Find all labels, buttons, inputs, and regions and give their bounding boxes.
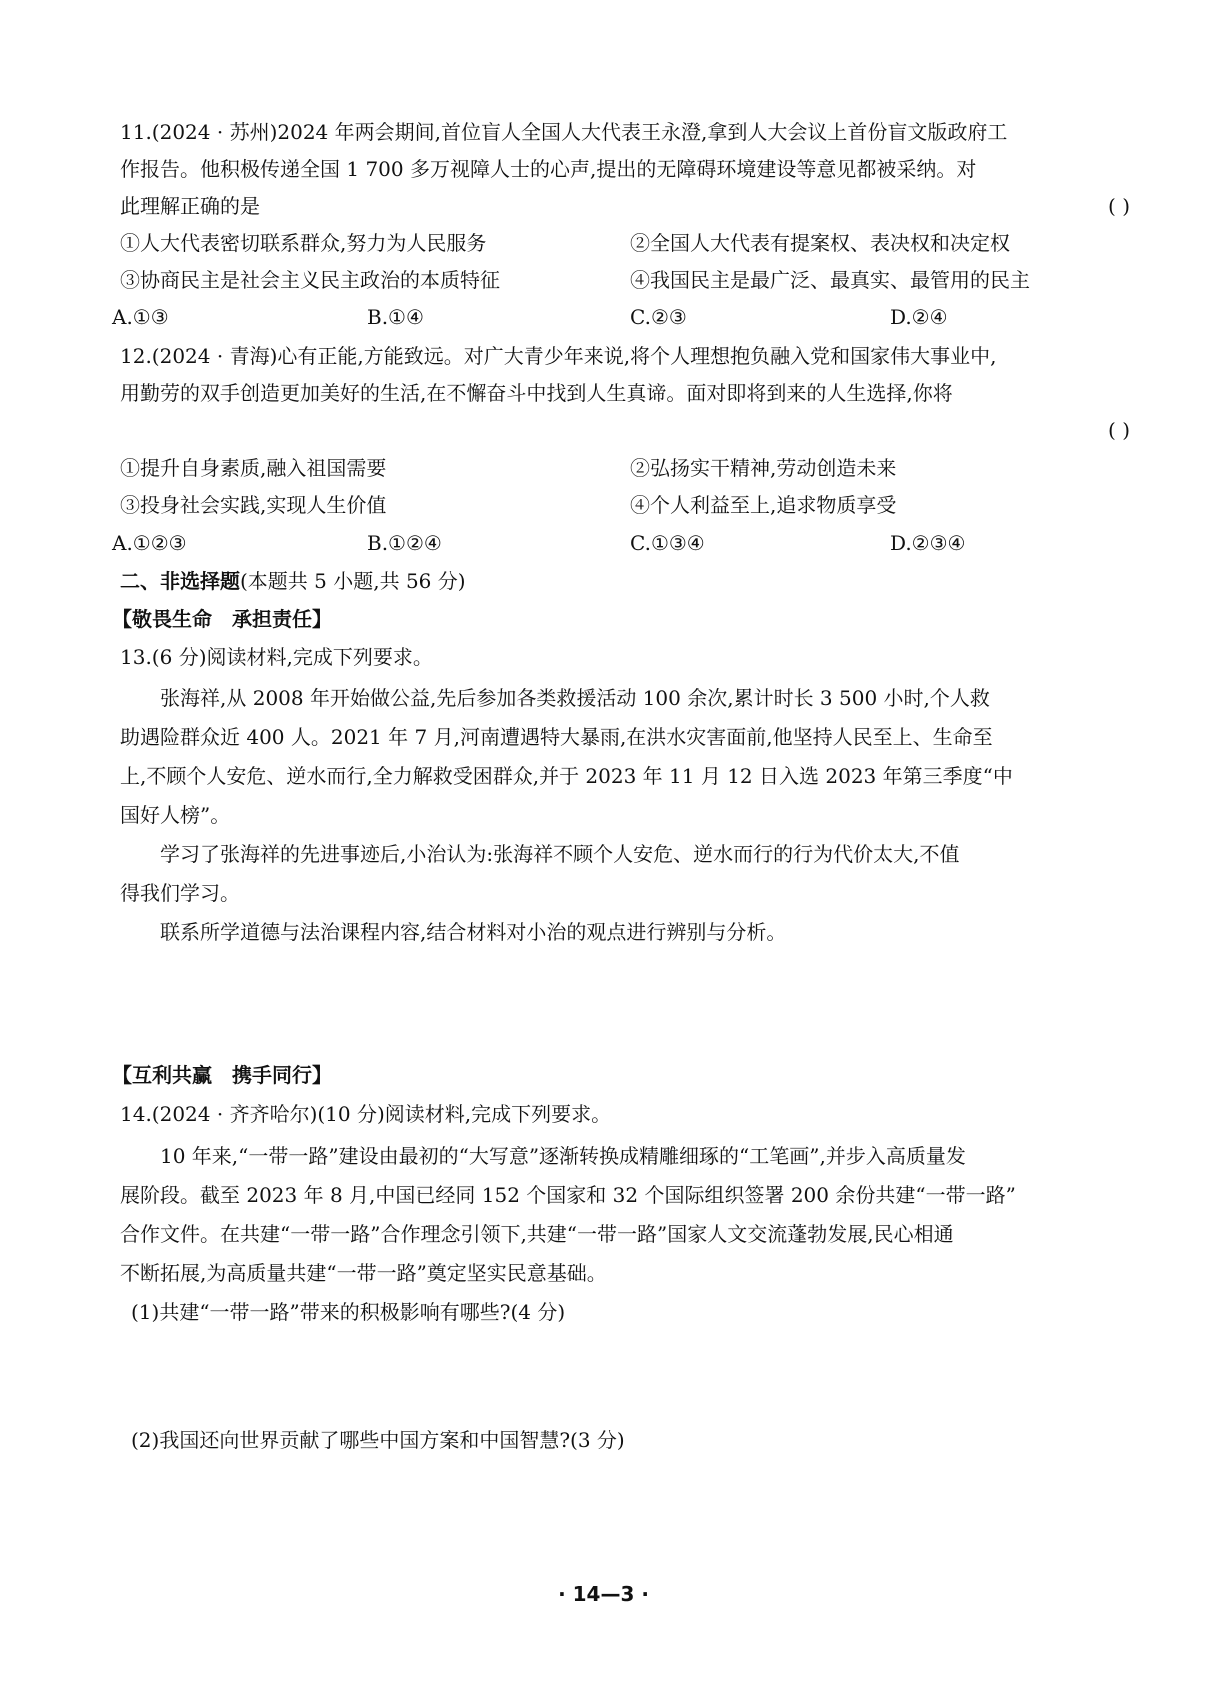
q13-head: 13.(6 分)阅读材料,完成下列要求。 — [120, 645, 433, 669]
page-number: · 14—3 · — [558, 1582, 649, 1606]
q12-stem-line1: 12.(2024 · 青海)心有正能,方能致远。对广大青少年来说,将个人理想抱负融入党和国家伟大事业中, — [120, 344, 997, 368]
section-note: (本题共 5 小题,共 56 分) — [240, 569, 466, 593]
q14-material-line3: 合作文件。在共建“一带一路”合作理念引领下,共建“一带一路”国家人文交流蓬勃发展,民心相通 — [120, 1222, 954, 1246]
q11-choice-b: B.①④ — [367, 305, 424, 329]
q11-stem-line1: 11.(2024 · 苏州)2024 年两会期间,首位盲人全国人大代表王永澄,拿到人大会议上首份盲文版政府工 — [120, 120, 1008, 144]
q12-option-1: ①提升自身素质,融入祖国需要 — [120, 456, 387, 480]
q11-answer-blank: ( ) — [1108, 194, 1130, 218]
section-title: 二、非选择题 — [120, 569, 240, 593]
q12-option-2: ②弘扬实干精神,劳动创造未来 — [630, 456, 897, 480]
q11-choice-c: C.②③ — [630, 305, 687, 329]
q13-viewpoint-line2: 得我们学习。 — [120, 881, 240, 905]
q11-option-2: ②全国人大代表有提案权、表决权和决定权 — [630, 231, 1010, 255]
q11-option-1: ①人大代表密切联系群众,努力为人民服务 — [120, 231, 487, 255]
q12-choice-a: A.①②③ — [112, 531, 187, 555]
q12-choice-d: D.②③④ — [890, 531, 966, 555]
q13-material-line3: 上,不顾个人安危、逆水而行,全力解救受困群众,并于 2023 年 11 月 12 日入选 2023 年第三季度“中 — [120, 764, 1013, 788]
q11-option-3: ③协商民主是社会主义民主政治的本质特征 — [120, 268, 500, 292]
q13-material-line4: 国好人榜”。 — [120, 803, 231, 827]
q14-subquestion-1: (1)共建“一带一路”带来的积极影响有哪些?(4 分) — [131, 1300, 566, 1324]
q12-option-4: ④个人利益至上,追求物质享受 — [630, 493, 897, 517]
q12-option-3: ③投身社会实践,实现人生价值 — [120, 493, 387, 517]
q14-material-line1: 10 年来,“一带一路”建设由最初的“大写意”逐渐转换成精雕细琢的“工笔画”,并步入高质量发 — [160, 1144, 966, 1168]
q12-choice-c: C.①③④ — [630, 531, 705, 555]
q14-material-line4: 不断拓展,为高质量共建“一带一路”奠定坚实民意基础。 — [120, 1261, 607, 1285]
q13-requirement: 联系所学道德与法治课程内容,结合材料对小治的观点进行辨别与分析。 — [160, 920, 787, 944]
q12-choice-b: B.①②④ — [367, 531, 442, 555]
q14-material-line2: 展阶段。截至 2023 年 8 月,中国已经同 152 个国家和 32 个国际组织签署 200 余份共建“一带一路” — [120, 1183, 1016, 1207]
q11-choice-a: A.①③ — [112, 305, 169, 329]
topic-heading-2: 【互利共赢 携手同行】 — [112, 1063, 332, 1087]
q13-material-line1: 张海祥,从 2008 年开始做公益,先后参加各类救援活动 100 余次,累计时长 3 500 小时,个人救 — [160, 686, 990, 710]
q12-stem-line2: 用勤劳的双手创造更加美好的生活,在不懈奋斗中找到人生真谛。面对即将到来的人生选择,你将 — [120, 381, 953, 405]
q13-viewpoint-line1: 学习了张海祥的先进事迹后,小治认为:张海祥不顾个人安危、逆水而行的行为代价太大,不值 — [160, 842, 960, 866]
q11-option-4: ④我国民主是最广泛、最真实、最管用的民主 — [630, 268, 1030, 292]
q14-head: 14.(2024 · 齐齐哈尔)(10 分)阅读材料,完成下列要求。 — [120, 1102, 612, 1126]
topic-heading-1: 【敬畏生命 承担责任】 — [112, 607, 332, 631]
q11-stem-line2: 作报告。他积极传递全国 1 700 多万视障人士的心声,提出的无障碍环境建设等意见都被采纳。对 — [120, 157, 977, 181]
q13-material-line2: 助遇险群众近 400 人。2021 年 7 月,河南遭遇特大暴雨,在洪水灾害面前,他坚持人民至上、生命至 — [120, 725, 993, 749]
q12-answer-blank: ( ) — [1108, 418, 1130, 442]
q14-subquestion-2: (2)我国还向世界贡献了哪些中国方案和中国智慧?(3 分) — [131, 1428, 625, 1452]
q11-stem-line3: 此理解正确的是 — [120, 194, 260, 218]
q11-choice-d: D.②④ — [890, 305, 948, 329]
section-header — [120, 561, 1130, 601]
